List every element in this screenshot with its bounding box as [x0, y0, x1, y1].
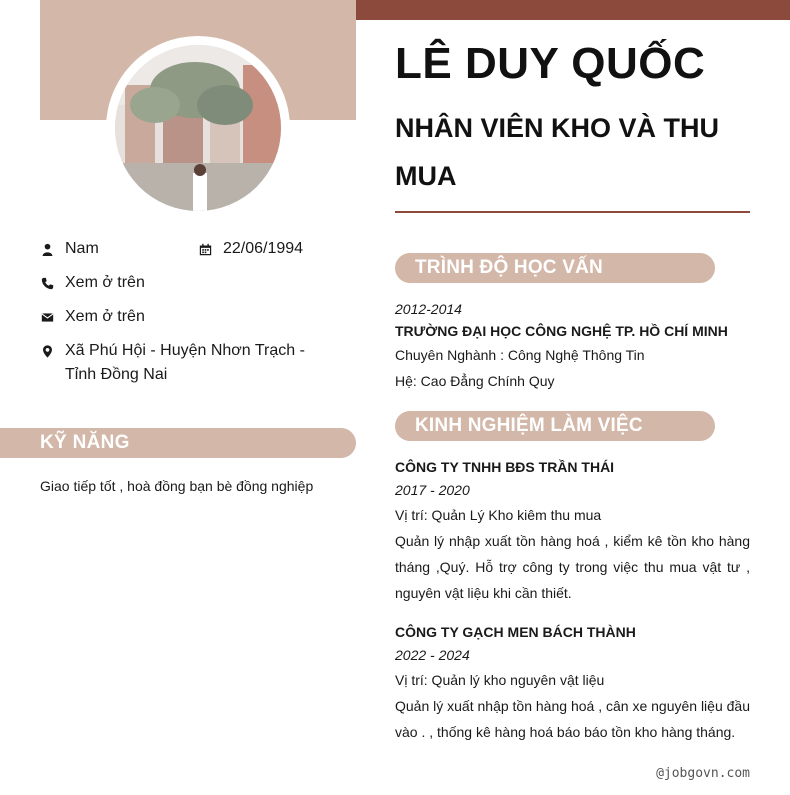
candidate-name: LÊ DUY QUỐC: [395, 39, 706, 88]
experience-heading-bar: [395, 411, 715, 441]
company-name: CÔNG TY TNHH BĐS TRẦN THÁI: [395, 459, 615, 475]
address-value: Xã Phú Hội - Huyện Nhơn Trạch - Tỉnh Đồng Nai: [65, 342, 305, 383]
gender-row: [40, 237, 99, 261]
job-period: 2022 - 2024: [395, 647, 470, 663]
job-description: Quản lý nhập xuất tồn hàng hoá , kiểm kê tồn kho hàng tháng ,Quý. Hỗ trợ công ty trong việc thu mua vật tư , nguyên vật liệu khi cần thiết.: [395, 533, 750, 601]
email-row: [40, 305, 145, 329]
birthdate-value: 22/06/1994: [223, 240, 304, 257]
address-row: [40, 339, 340, 387]
experience-entry: [395, 456, 750, 606]
email-value: Xem ở trên: [65, 308, 145, 325]
job-period: 2017 - 2020: [395, 482, 470, 498]
person-icon: [40, 237, 54, 261]
company-name: CÔNG TY GẠCH MEN BÁCH THÀNH: [395, 624, 636, 640]
experience-heading: KINH NGHIỆM LÀM VIỆC: [415, 415, 643, 436]
watermark: @jobgovn.com: [656, 766, 750, 781]
birthdate-row: [198, 237, 303, 261]
education-entry: [395, 298, 750, 394]
phone-value: Xem ở trên: [65, 274, 145, 291]
education-level: Hệ: Cao Đẳng Chính Quy: [395, 373, 555, 389]
job-description: Quản lý xuất nhập tồn hàng hoá , cân xe nguyên liệu đầu vào . , thống kê hàng hoá báo báo tồn kho hàng tháng.: [395, 698, 750, 740]
phone-icon: [40, 271, 54, 295]
gender-value: Nam: [65, 240, 99, 257]
education-heading: TRÌNH ĐỘ HỌC VẤN: [415, 257, 603, 278]
experience-entry: [395, 621, 750, 745]
skills-heading: KỸ NĂNG: [40, 432, 130, 453]
education-heading-bar: [395, 253, 715, 283]
envelope-icon: [40, 305, 54, 329]
header-divider: [395, 211, 750, 213]
job-position: Vị trí: Quản Lý Kho kiêm thu mua: [395, 507, 602, 523]
profile-photo: [115, 45, 281, 211]
header-accent-bar: [356, 0, 790, 20]
map-pin-icon: [40, 339, 54, 363]
education-school: TRƯỜNG ĐẠI HỌC CÔNG NGHỆ TP. HỒ CHÍ MINH: [395, 323, 728, 339]
avatar: [106, 36, 290, 220]
job-title: NHÂN VIÊN KHO VÀ THU MUA: [395, 113, 720, 191]
calendar-icon: [198, 237, 212, 261]
education-major: Chuyên Nghành : Công Nghệ Thông Tin: [395, 347, 645, 363]
phone-row: [40, 271, 145, 295]
skills-text: Giao tiếp tốt , hoà đồng bạn bè đồng nghiệp: [40, 478, 314, 494]
skills-heading-bar: [0, 428, 356, 458]
job-position: Vị trí: Quản lý kho nguyên vật liệu: [395, 672, 605, 688]
education-period: 2012-2014: [395, 301, 462, 317]
